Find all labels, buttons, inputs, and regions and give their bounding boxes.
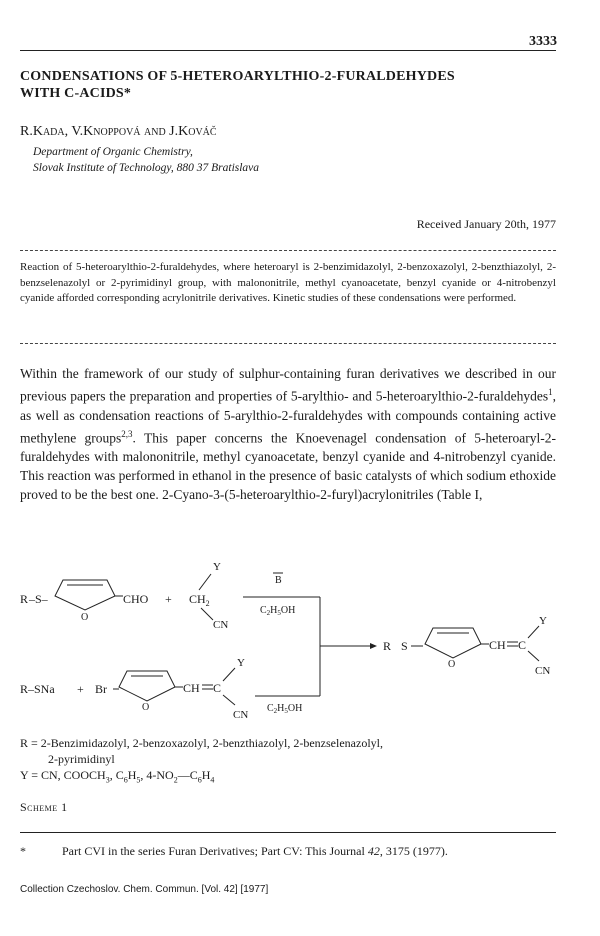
footnote: * Part CVI in the series Furan Derivatives; Part CV: This Journal 42, 3175 (1977). — [20, 844, 448, 858]
journal-footer: Collection Czechoslov. Chem. Commun. [Vol. 42] [1977] — [20, 884, 269, 895]
reference-1: 1 — [548, 387, 553, 397]
page-number: 3333 — [529, 34, 557, 49]
furan-2-oxygen: O — [142, 702, 150, 713]
bond-cn1 — [201, 608, 213, 620]
abstract-rule-top — [20, 250, 556, 251]
bond-cn-2 — [223, 695, 235, 705]
product-ch: CH — [489, 638, 506, 652]
scheme-cho: CHO — [123, 592, 149, 606]
footnote-rule — [20, 832, 556, 833]
footnote-mark: * — [20, 844, 26, 858]
scheme-label: Scheme 1 — [20, 800, 68, 814]
affiliation-line-1: Department of Organic Chemistry, — [33, 146, 193, 158]
arrow-main-head — [370, 643, 377, 649]
scheme-r1-s: –S– — [29, 592, 48, 606]
reaction-scheme — [15, 558, 560, 733]
scheme-solvent-1: $C_2H_5OH$ — [260, 605, 296, 617]
article-title — [20, 68, 560, 102]
affiliation-line-2: Slovak Institute of Technology, 880 37 Bratislava — [33, 162, 260, 174]
body-text-3: . This paper concerns the Knoevenagel condensation of 5-heteroaryl-2-furaldehydes with malononitrile, methyl cyanoacetate, benzyl cyanide and 4-nitrobenzyl cyanide. This reaction was performed in ethanol in the presence of basic catalysts of which sodium ethoxide proved to be the best one. 2-Cyano-3-(5-heteroarylthio-2-furyl)acrylonitriles (Table I, — [20, 430, 556, 502]
legend-r-label: R — [20, 736, 29, 750]
product-s: S — [401, 639, 408, 653]
product-cn: CN — [535, 665, 551, 677]
scheme-base: B — [275, 575, 282, 586]
scheme-plus-1: + — [165, 592, 172, 606]
scheme-r-sna: R–SNa — [20, 682, 55, 696]
title-line-2: WITH C-ACIDS* — [20, 86, 132, 101]
product-r: R — [383, 639, 392, 653]
scheme-y1: Y — [213, 561, 221, 573]
scheme-br: Br — [95, 682, 107, 696]
scheme-solvent-2: $C_2H_5OH$ — [267, 703, 303, 715]
product-c: C — [518, 638, 527, 652]
legend-r-text: = 2-Benzimidazolyl, 2-benzoxazolyl, 2-benzthiazolyl, 2-benzselenazolyl, — [28, 736, 383, 750]
scheme-ch2: $CH_2$ — [189, 592, 210, 608]
product-bond-cn — [528, 651, 539, 661]
body-text-2: , as well as condensation reactions of 5-arylthio-2-furaldehydes with compounds containing active methylene groups — [20, 388, 556, 445]
scheme-c-2: C — [213, 681, 222, 695]
body-text-1: Within the framework of our study of sulphur-containing furan derivatives we described in our previous papers the preparation and properties of 5-arylthio- and 5-heteroarylthio-2-furaldehydes — [20, 366, 556, 404]
scheme-r1: R — [20, 592, 29, 606]
scheme-ch-2: CH — [183, 681, 200, 695]
scheme-cn-2: CN — [233, 709, 249, 721]
product-bond-y — [528, 626, 539, 638]
legend-r-continued: 2-pyrimidinyl — [48, 752, 115, 766]
product-oxygen: O — [448, 659, 456, 670]
body-paragraph — [20, 364, 556, 504]
received-date: Received January 20th, 1977 — [416, 217, 556, 231]
legend-r — [20, 735, 383, 751]
abstract: Reaction of 5-heteroarylthio-2-furaldehydes, where heteroaryl is 2-benzimidazolyl, 2-benzoxazolyl, 2-benzthiazolyl, 2-benzselenazolyl or 2-pyrimidinyl group, with malononitrile, methyl cyanoacetate, benzyl cyanide or 4-nitrobenzyl cyanide afforded corresponding acrylonitrile derivatives. Kinetic studies of these condensations were performed. — [20, 261, 556, 304]
abstract-rule-bottom — [20, 343, 556, 344]
bond-y1 — [199, 574, 211, 590]
scheme-cn1: CN — [213, 619, 229, 631]
reference-2-3: 2,3 — [121, 428, 133, 439]
furan-1-oxygen: O — [81, 612, 89, 623]
header-rule — [20, 50, 556, 51]
product-y: Y — [539, 615, 547, 627]
bond-y-2 — [223, 668, 235, 681]
authors: R.Kada, V.Knoppová and J.Kováč — [20, 124, 217, 139]
scheme-plus-2: + — [77, 682, 84, 696]
title-line-1: CONDENSATIONS OF 5-HETEROARYLTHIO-2-FURALDEHYDES — [20, 69, 455, 84]
legend-y: Y = CN, $COOCH_3$, $C_6H_5$, $4-NO_2—C_6H_4$ — [20, 768, 215, 785]
scheme-y-2: Y — [237, 657, 245, 669]
